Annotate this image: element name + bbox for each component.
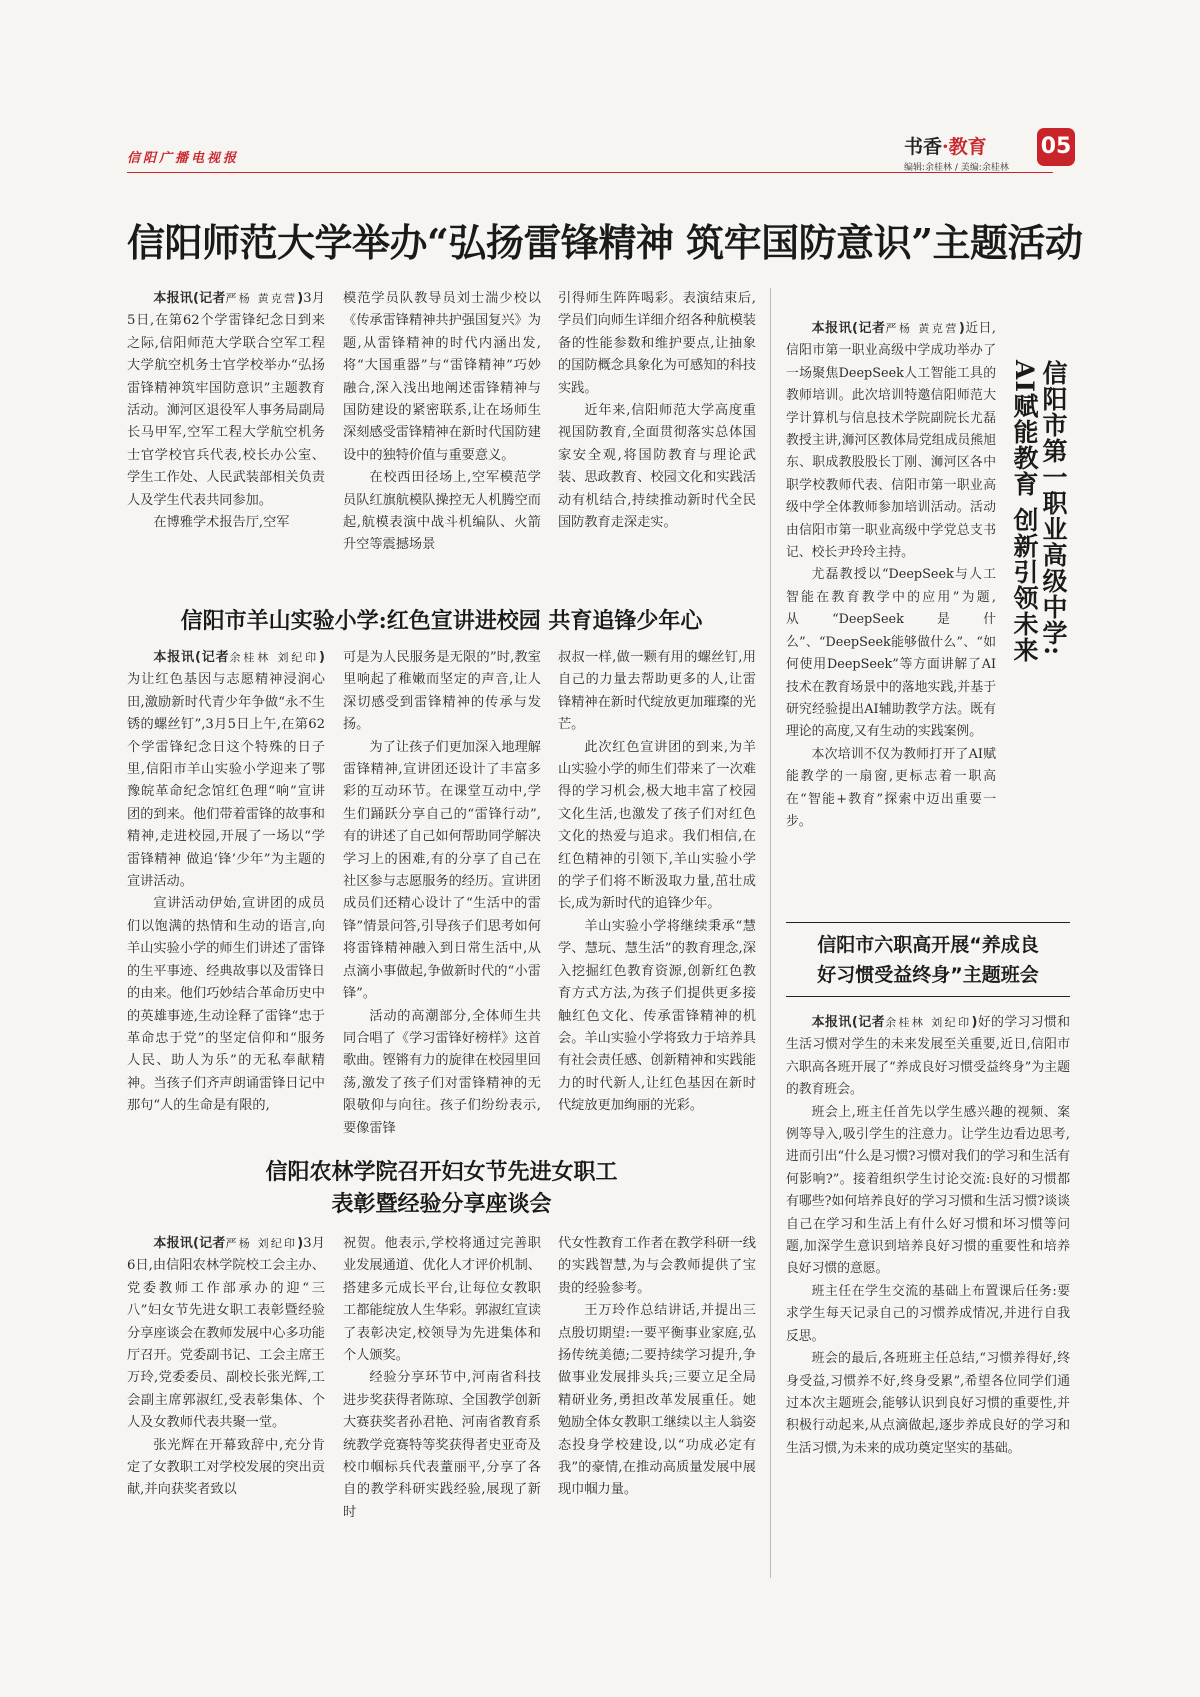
article2-col3 xyxy=(558,647,756,1114)
article3-col1: 本报讯(记者严杨 刘纪印)3月6日,由信阳农林学院校工会主办、党委教师工作部承办的迎“三八”妇女节先进女职工表彰暨经验分享座谈会在教师发展中心多功能厅召开。党委副书记、工会主席王万玲,党委委员、副校长张光辉,工会副主席郭淑红,受表彰集体、个人及女教师代表共聚一堂。 张光辉在开幕致辞中,充分肯定了女教职工对学校发展的突出贡献,并向获奖者致以 xyxy=(127,1233,325,1583)
paragraph: 宣讲活动伊始,宣讲团的成员们以饱满的热情和生动的语言,向羊山实验小学的师生们讲述了雷锋的生平事迹、经典故事以及雷锋日的由来。他们巧妙结合革命历史中的英雄事迹,生动诠释了雷锋“忠于革命忠于党”的坚定信仰和“服务人民、助人为乐”的无私奉献精神。当孩子们齐声朗诵雷锋日记中那句“人的生命是有限的, xyxy=(127,896,325,1114)
article1-col2 xyxy=(343,288,541,588)
section-separator: · xyxy=(942,136,949,158)
paragraph: 叔叔一样,做一颗有用的螺丝钉,用自己的力量去帮助更多的人,让雷锋精神在新时代绽放更加璀璨的光芒。 xyxy=(558,650,756,733)
article4-title xyxy=(1010,360,1068,690)
paragraph: 在博雅学术报告厅,空军 xyxy=(153,515,290,531)
page-number-badge: 05 xyxy=(1037,128,1075,166)
article5-title-line2: 好习惯受益终身”主题班会 xyxy=(817,964,1039,986)
section-name: 书香 xyxy=(904,136,943,158)
paragraph: 代女性教育工作者在教学科研一线的实践智慧,为与会教师提供了宝贵的经验参考。 xyxy=(558,1236,756,1296)
paragraph: 在校西田径场上,空军模范学员队红旗航模队操控无人机腾空而起,航模表演中战斗机编队、火箭升空等震撼场景 xyxy=(343,470,541,553)
article4-body: 本报讯(记者严杨 黄克营)近日,信阳市第一职业高级中学成功举办了一场聚焦DeepSeek人工智能工具的教师培训。此次培训特邀信阳师范大学计算机与信息技术学院副院长尤磊教授主讲,浉河区教体局党组成员熊旭东、职成教股股长丁刚、浉河区各中职学校教师代表、信阳市第一职业高级中学全体教师参加培训活动。活动由信阳市第一职业高级中学党总支书记、校长尹玲玲主持。 尤磊教授以“DeepSeek与人工智能在教育教学中的应用”为题,从“DeepSeek是什么”、“DeepSeek能够做什么”、“如何使用DeepSeek”等方面讲解了AI技术在教育场景中的落地实践,并基于研究经验提出AI辅助教学方法。既有理论的高度,又有生动的实践案例。 本次培训不仅为教师打开了AI赋能教学的一扇窗,更标志着一职高在“智能+教育”探索中迈出重要一步。 xyxy=(786,318,996,906)
article4-title-line2: AI赋能教育 创新引领未来 xyxy=(1010,360,1039,663)
paragraph: 经验分享环节中,河南省科技进步奖获得者陈琼、全国教学创新大赛获奖者孙君艳、河南省教育系统教学竞赛特等奖获得者史亚奇及校巾帼标兵代表蕫丽平,分享了各自的教学科研实践经验,展现了新时 xyxy=(343,1370,541,1520)
paragraph: 近年来,信阳师范大学高度重视国防教育,全面贯彻落实总体国家安全观,将国防教育与理论武装、思政教育、校园文化和实践活动有机结合,持续推动新时代全民国防教育走深走实。 xyxy=(558,403,756,531)
article3-title-line1: 信阳农林学院召开妇女节先进女职工 xyxy=(265,1159,618,1185)
paragraph: 张光辉在开幕致辞中,充分肯定了女教职工对学校发展的突出贡献,并向获奖者致以 xyxy=(127,1437,325,1498)
article3-title-line2: 表彰暨经验分享座谈会 xyxy=(331,1191,552,1217)
section-title xyxy=(904,132,987,159)
paper-name: 信阳广播电视报 xyxy=(127,151,240,166)
paragraph: 为了让孩子们更加深入地理解雷锋精神,宣讲团还设计了丰富多彩的互动环节。在课堂互动中,学生们踊跃分享自己的“雷锋行动”,有的讲述了自己如何帮助同学解决学习上的困难,有的分享了自己在社区参与志愿服务的经历。宣讲团成员们还精心设计了“生活中的雷锋”情景问答,引导孩子们思考如何将雷锋精神融入到日常生活中,从点滴小事做起,争做新时代的“小雷锋”。 xyxy=(343,739,541,1002)
article5-rule-bottom xyxy=(786,996,1070,997)
article4-title-line1: 信阳市第一职业高级中学: xyxy=(1039,360,1068,657)
paragraph: 可是为人民服务是无限的”时,教室里响起了稚嫩而坚定的声音,让人深切感受到雷锋精神的传承与发扬。 xyxy=(343,650,541,733)
article3-col3 xyxy=(558,1233,756,1583)
article5-title-line1: 信阳市六职高开展“养成良 xyxy=(817,934,1039,956)
paragraph: 王万玲作总结讲话,并提出三点殷切期望:一要平衡事业家庭,弘扬传统美德;二要持续学习提升,争做事业发展排头兵;三要立足全局精研业务,勇担改革发展重任。她勉励全体女教职工继续以主人翁姿态投身学校建设,以“功成必定有我”的豪情,在推动高质量发展中展现巾帼力量。 xyxy=(558,1303,756,1498)
paragraph: 此次红色宣讲团的到来,为羊山实验小学的师生们带来了一次难得的学习机会,极大地丰富了校园文化生活,也激发了孩子们对红色文化的热爱与追求。我们相信,在红色精神的引领下,羊山实验小学的学子们将不断汲取力量,茁壮成长,成为新时代的追锋少年。 xyxy=(558,739,756,912)
column-divider xyxy=(770,288,771,1578)
article1-col3 xyxy=(558,288,756,588)
paragraph: 模范学员队教导员刘士湍少校以《传承雷锋精神共护强国复兴》为题,从雷锋精神的时代内涵出发,将“大国重器”与“雷锋精神”巧妙融合,深入浅出地阐述雷锋精神与国防建设的紧密联系,让在场师生深刻感受雷锋精神在新时代国防建设中的独特价值与重要意义。 xyxy=(343,291,541,463)
article5-body: 本报讯(记者余桂林 刘纪印)好的学习习惯和生活习惯对学生的未来发展至关重要,近日,信阳市六职高各班开展了“养成良好习惯受益终身”为主题的教育班会。 班会上,班主任首先以学生感兴趣的视频、案例等导入,吸引学生的注意力。让学生边看边思考,进而引出“什么是习惯?习惯对我们的学习和生活有何影响?”。接着组织学生讨论交流:良好的习惯都有哪些?如何培养良好的学习习惯和生活习惯?谈谈自己在学习和生活上有什么好习惯和坏习惯等问题,加深学生意识到培养良好习惯的重要性和培养良好习惯的意愿。 班主任在学生交流的基础上布置课后任务:要求学生每天记录自己的习惯养成情况,并进行自我反思。 班会的最后,各班班主任总结,“习惯养得好,终身受益,习惯养不好,终身受累”,希望各位同学们通过本次主题班会,能够认识到良好习惯的重要性,并积极行动起来,从点滴做起,逐步养成良好的学习和生活习惯,为未来的成功奠定坚实的基础。 xyxy=(786,1012,1070,1580)
byline: 本报讯(记者严杨 黄克营) xyxy=(153,291,304,306)
article5-rule-top xyxy=(786,922,1070,923)
byline: 本报讯(记者余桂林 刘纪印) xyxy=(811,1015,978,1030)
paragraph: 本次培训不仅为教师打开了AI赋能教学的一扇窗,更标志着一职高在“智能+教育”探索中迈出重要一步。 xyxy=(786,746,996,829)
article2-title: 信阳市羊山实验小学:红色宣讲进校园 共育追锋少年心 xyxy=(180,608,703,634)
paragraph: 班会上,班主任首先以学生感兴趣的视频、案例等导入,吸引学生的注意力。让学生边看边思考,进而引出“什么是习惯?习惯对我们的学习和生活有何影响?”。接着组织学生讨论交流:良好的习惯都有哪些?如何培养良好的学习习惯和生活习惯?谈谈自己在学习和生活上有什么好习惯和坏习惯等问题,加深学生意识到培养良好习惯的重要性和培养良好习惯的意愿。 xyxy=(786,1104,1070,1277)
byline: 本报讯(记者严杨 黄克营) xyxy=(811,321,965,336)
byline: 本报讯(记者余桂林 刘纪印) xyxy=(153,650,325,665)
paragraph: 羊山实验小学将继续秉承“慧学、慧玩、慧生活”的教育理念,深入挖掘红色教育资源,创新红色教育方式方法,为孩子们提供更多接触红色文化、传承雷锋精神的机会。羊山实验小学将致力于培养具有社会责任感、创新精神和实践能力的时代新人,让红色基因在新时代绽放更加绚丽的光彩。 xyxy=(558,918,756,1114)
article3-col2 xyxy=(343,1233,541,1583)
paragraph: 班会的最后,各班班主任总结,“习惯养得好,终身受益,习惯养不好,终身受累”,希望各位同学们通过本次主题班会,能够认识到良好习惯的重要性,并积极行动起来,从点滴做起,逐步养成良好的学习和生活习惯,为未来的成功奠定坚实的基础。 xyxy=(786,1351,1070,1456)
article2-col2 xyxy=(343,647,541,1136)
section-subname: 教育 xyxy=(948,136,987,158)
byline: 本报讯(记者严杨 刘纪印) xyxy=(153,1236,304,1251)
paragraph: 引得师生阵阵喝彩。表演结束后,学员们向师生详细介绍各种航模装备的性能参数和维护要点,让抽象的国防概念具象化为可感知的科技实践。 xyxy=(558,291,756,396)
article1-title: 信阳师范大学举办“弘扬雷锋精神 筑牢国防意识”主题活动 xyxy=(127,220,1083,265)
editors-credit: 编辑:余桂林 / 美编:余桂林 xyxy=(904,163,1009,173)
paragraph: 尤磊教授以“DeepSeek与人工智能在教育教学中的应用”为题,从“DeepSeek是什么”、“DeepSeek能够做什么”、“如何使用DeepSeek”等方面讲解了AI技术在教育场景中的落地实践,并基于研究经验提出AI辅助教学方法。既有理论的高度,又有生动的实践案例。 xyxy=(786,567,996,740)
paragraph: 活动的高潮部分,全体师生共同合唱了《学习雷锋好榜样》这首歌曲。铿锵有力的旋律在校园里回荡,激发了孩子们对雷锋精神的无限敬仰与向往。孩子们纷纷表示,要像雷锋 xyxy=(343,1008,541,1136)
paragraph: 祝贺。他表示,学校将通过完善职业发展通道、优化人才评价机制、搭建多元成长平台,让每位女教职工都能绽放人生华彩。郭淑红宣读了表彰决定,校领导为先进集体和个人颁奖。 xyxy=(343,1236,541,1364)
paragraph: 班主任在学生交流的基础上布置课后任务:要求学生每天记录自己的习惯养成情况,并进行自我反思。 xyxy=(786,1283,1070,1344)
article1-col1: 本报讯(记者严杨 黄克营)3月5日,在第62个学雷锋纪念日到来之际,信阳师范大学联合空军工程大学航空机务士官学校举办“弘扬雷锋精神筑牢国防意识”主题教育活动。浉河区退役军人事务局副局长马甲军,空军工程大学航空机务士官学校官兵代表,校长办公室、学生工作处、人民武装部相关负责人及学生代表共同参加。 在博雅学术报告厅,空军 xyxy=(127,288,325,588)
article2-col1: 本报讯(记者余桂林 刘纪印)为让红色基因与志愿精神浸润心田,激励新时代青少年争做“永不生锈的螺丝钉”,3月5日上午,在第62个学雷锋纪念日这个特殊的日子里,信阳市羊山实验小学迎来了鄂豫皖革命纪念馆红色理“响”宣讲团的到来。他们带着雷锋的故事和精神,走进校园,开展了一场以“学雷锋精神 做追‘锋’少年”为主题的宣讲活动。 宣讲活动伊始,宣讲团的成员们以饱满的热情和生动的语言,向羊山实验小学的师生们讲述了雷锋的生平事迹、经典故事以及雷锋日的由来。他们巧妙结合革命历史中的英雄事迹,生动诠释了雷锋“忠于革命忠于党”的坚定信仰和“服务人民、助人为乐”的无私奉献精神。当孩子们齐声朗诵雷锋日记中那句“人的生命是有限的, xyxy=(127,647,325,1095)
